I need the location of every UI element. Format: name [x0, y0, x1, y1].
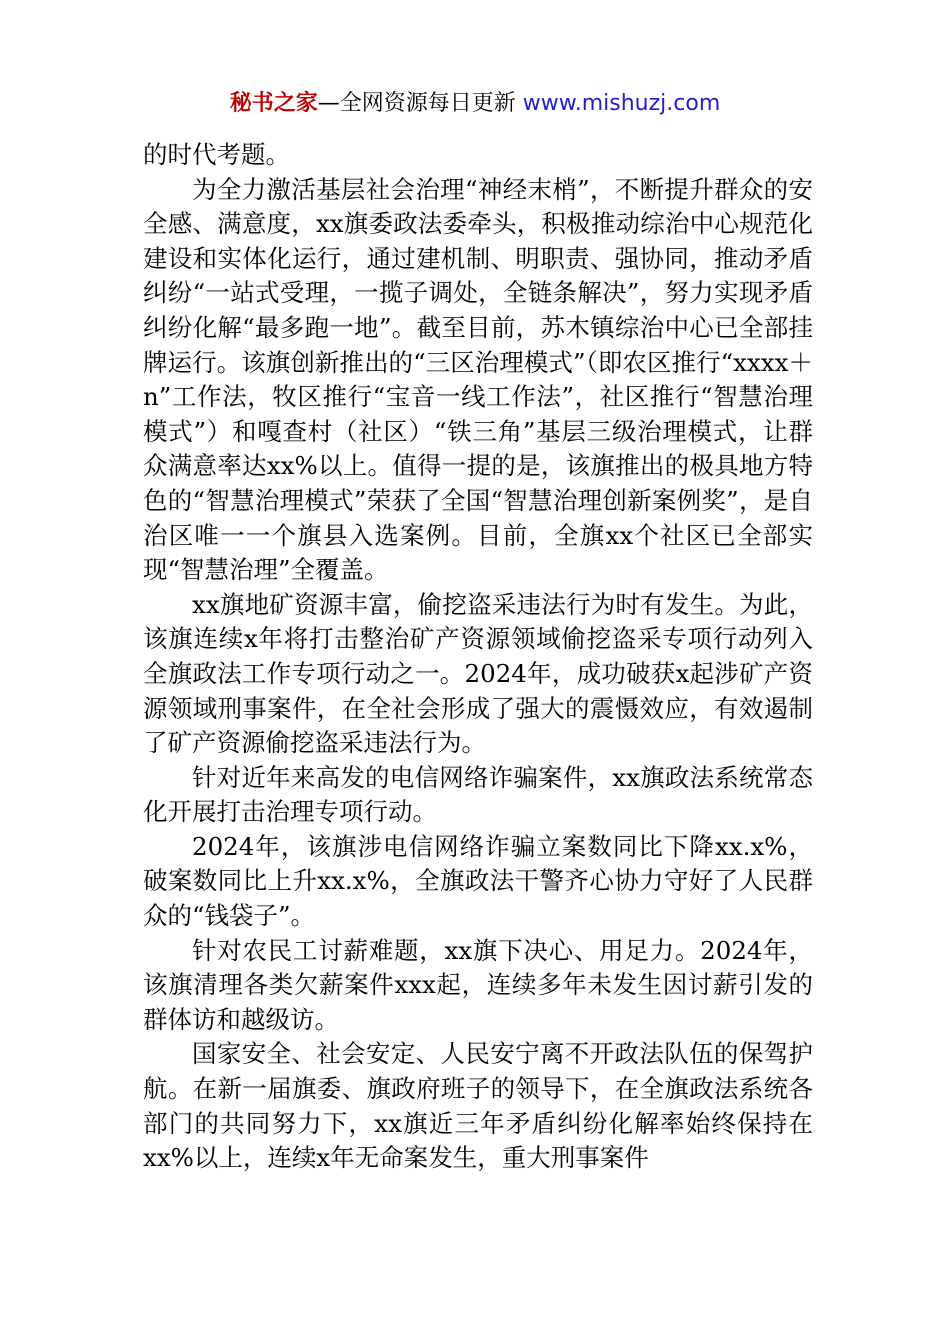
paragraph: xx旗地矿资源丰富，偷挖盗采违法行为时有发生。为此，该旗连续x年将打击整治矿产资源领域偷挖盗采专项行动列入全旗政法工作专项行动之一。2024年，成功破获x起涉矿产资源领域刑事案件，在全社会形成了强大的震慑效应，有效遏制了矿产资源偷挖盗采违法行为。	[143, 589, 813, 758]
paragraph-continuation: 的时代考题。	[143, 140, 290, 169]
header-tagline: —全网资源每日更新	[317, 91, 523, 116]
document-body	[143, 138, 813, 1176]
paragraph: 国家安全、社会安定、人民安宁离不开政法队伍的保驾护航。在新一届旗委、旗政府班子的领导下，在全旗政法系统各部门的共同努力下，xx旗近三年矛盾纠纷化解率始终保持在xx%以上，连续x年无命案发生，重大刑事案件	[143, 1039, 813, 1173]
paragraph: 针对近年来高发的电信网络诈骗案件，xx旗政法系统常态化开展打击治理专项行动。	[143, 762, 813, 827]
paragraph: 2024年，该旗涉电信网络诈骗立案数同比下降xx.x%，破案数同比上升xx.x%，全旗政法干警齐心协力守好了人民群众的“钱袋子”。	[143, 831, 813, 931]
page-header	[0, 88, 950, 120]
header-brand: 秘书之家	[229, 91, 318, 116]
paragraph: 针对农民工讨薪难题，xx旗下决心、用足力。2024年，该旗清理各类欠薪案件xxx起，连续多年未发生因讨薪引发的群体访和越级访。	[143, 935, 813, 1034]
paragraph: 为全力激活基层社会治理“神经末梢”，不断提升群众的安全感、满意度，xx旗委政法委牵头，积极推动综治中心规范化建设和实体化运行，通过建机制、明职责、强协同，推动矛盾纠纷“一站式受理，一揽子调处，全链条解决”，努力实现矛盾纠纷化解“最多跑一地”。截至目前，苏木镇综治中心已全部挂牌运行。该旗创新推出的“三区治理模式”（即农区推行“xxxx＋n”工作法，牧区推行“宝音一线工作法”，社区推行“智慧治理模式”）和嘎查村（社区）“铁三角”基层三级治理模式，让群众满意率达xx%以上。值得一提的是，该旗推出的极具地方特色的“智慧治理模式”荣获了全国“智慧治理创新案例奖”，是自治区唯一一个旗县入选案例。目前，全旗xx个社区已全部实现“智慧治理”全覆盖。	[143, 174, 813, 585]
header-url-link[interactable]: www.mishuzj.com	[522, 91, 721, 116]
